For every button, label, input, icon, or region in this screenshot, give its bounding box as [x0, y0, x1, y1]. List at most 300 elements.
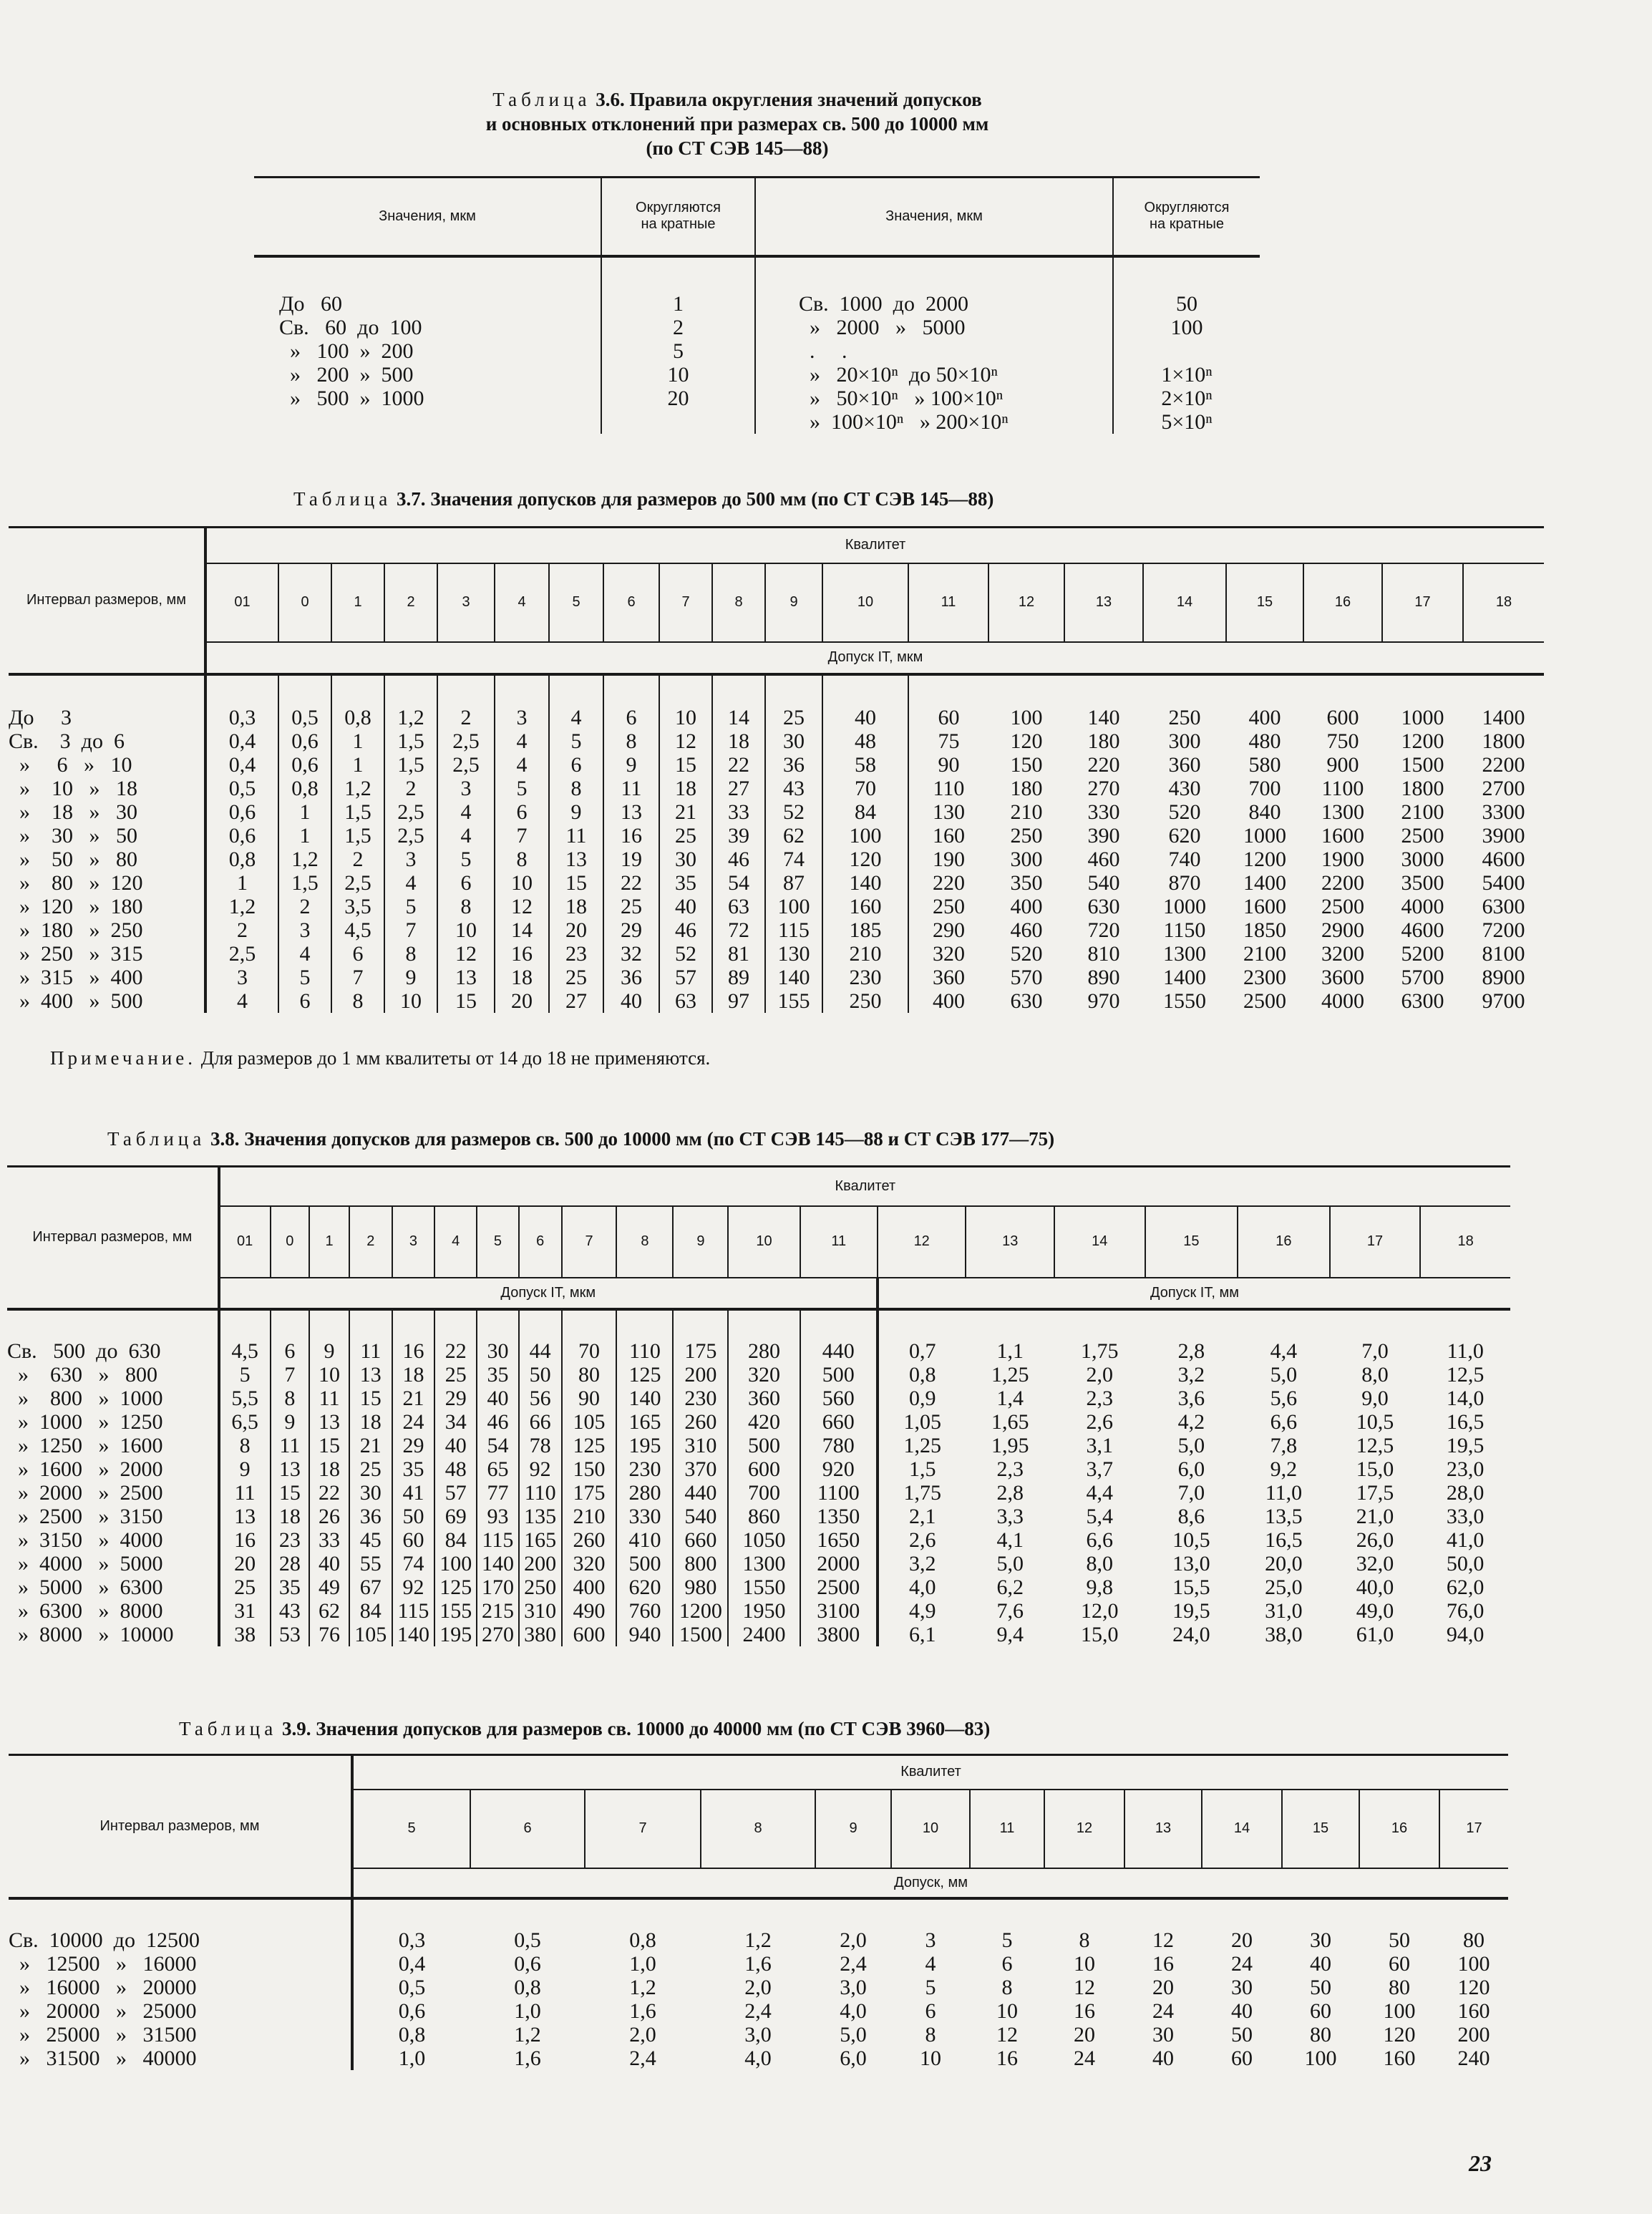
- table-row: [9, 966, 1544, 989]
- table-number: 3.7.: [396, 488, 426, 510]
- header-round-right: Округляются на кратные: [1113, 178, 1260, 256]
- value-cell: 50: [1389, 1928, 1410, 1952]
- value-cell: 7,0: [1361, 1339, 1389, 1363]
- table-3-6: [254, 176, 1260, 434]
- value-cell: 23: [271, 1528, 310, 1552]
- value-cell: 570: [1010, 965, 1043, 989]
- values-right-column: [755, 256, 1113, 434]
- value-cell: 0,6: [205, 824, 278, 848]
- grade-01: 01: [205, 563, 278, 642]
- table-cell: » 100 » 200: [279, 339, 414, 363]
- interval-label: » 3150 » 4000: [7, 1528, 219, 1552]
- value-cell: 1300: [1163, 941, 1206, 966]
- value-cell: 580: [1248, 752, 1281, 777]
- value-cell: 8: [437, 895, 495, 918]
- table-cell: [1114, 339, 1260, 363]
- value-cell: 870: [1168, 870, 1201, 895]
- value-cell: 220: [933, 870, 965, 895]
- value-cell: 84: [349, 1599, 392, 1623]
- value-cell: 1,2: [629, 1975, 656, 1999]
- value-cell: 0,8: [398, 2022, 426, 2047]
- interval-label: » 12500 » 16000: [9, 1952, 352, 1976]
- value-cell: 29: [434, 1387, 477, 1410]
- value-cell: 1200: [1243, 847, 1286, 871]
- value-cell: 84: [434, 1528, 477, 1552]
- value-cell: 40: [1310, 1951, 1331, 1976]
- table-row: [9, 674, 1544, 729]
- value-cell: 16: [996, 2046, 1018, 2070]
- header-round-left: Округляются на кратные: [601, 178, 755, 256]
- value-cell: 12,0: [1081, 1598, 1119, 1623]
- value-cell: 110: [519, 1481, 562, 1505]
- value-cell: 24: [1074, 2046, 1095, 2070]
- value-cell: 660: [800, 1410, 878, 1434]
- value-cell: 4: [384, 871, 437, 895]
- value-cell: 25: [434, 1363, 477, 1387]
- grade-3: 3: [437, 563, 495, 642]
- value-cell: 480: [1248, 729, 1281, 753]
- value-cell: 1,25: [903, 1433, 941, 1457]
- value-cell: 810: [1087, 941, 1120, 966]
- value-cell: 2: [205, 918, 278, 942]
- value-cell: 43: [271, 1599, 310, 1623]
- grade-0: 0: [271, 1206, 310, 1278]
- value-cell: 270: [1087, 776, 1120, 800]
- value-cell: 220: [1087, 752, 1120, 777]
- table-row: [9, 729, 1544, 753]
- table-title-line3: (по СТ СЭВ 145—88): [646, 137, 829, 159]
- value-cell: 620: [1168, 823, 1201, 848]
- grade-11: 11: [800, 1206, 878, 1278]
- value-cell: 3000: [1401, 847, 1444, 871]
- value-cell: 7200: [1482, 918, 1525, 942]
- value-cell: 4,4: [1270, 1339, 1298, 1363]
- value-cell: 41,0: [1446, 1528, 1485, 1552]
- value-cell: 2000: [800, 1552, 878, 1575]
- value-cell: 1300: [728, 1552, 800, 1575]
- value-cell: 55: [349, 1552, 392, 1575]
- interval-label: » 5000 » 6300: [7, 1575, 219, 1599]
- value-cell: 16: [603, 824, 659, 848]
- value-cell: 2500: [1243, 989, 1286, 1013]
- value-cell: 1,5: [384, 729, 437, 753]
- value-cell: 8,6: [1177, 1504, 1205, 1528]
- value-cell: 6,6: [1086, 1528, 1113, 1552]
- value-cell: 5,0: [1177, 1433, 1205, 1457]
- value-cell: 31,0: [1265, 1598, 1303, 1623]
- value-cell: 780: [800, 1434, 878, 1457]
- value-cell: 2,5: [384, 800, 437, 824]
- value-cell: 16: [495, 942, 549, 966]
- header-kvalitet: Квалитет: [205, 528, 1544, 563]
- grade-18: 18: [1463, 563, 1544, 642]
- value-cell: 1,5: [278, 871, 331, 895]
- value-cell: 97: [712, 989, 765, 1013]
- value-cell: 8: [925, 2022, 936, 2047]
- value-cell: 1: [278, 800, 331, 824]
- value-cell: 22: [309, 1481, 349, 1505]
- value-cell: 5200: [1401, 941, 1444, 966]
- value-cell: 84: [822, 800, 908, 824]
- value-cell: 1050: [728, 1528, 800, 1552]
- value-cell: 56: [519, 1387, 562, 1410]
- value-cell: 40: [309, 1552, 349, 1575]
- value-cell: 10: [920, 2046, 941, 2070]
- value-cell: 93: [477, 1505, 519, 1528]
- value-cell: 29: [392, 1434, 435, 1457]
- header-interval: Интервал размеров, мм: [7, 1167, 219, 1309]
- value-cell: 25: [219, 1575, 271, 1599]
- value-cell: 840: [1248, 800, 1281, 824]
- value-cell: 4000: [1401, 894, 1444, 918]
- grade-16: 16: [1359, 1790, 1439, 1868]
- table-3-8-caption: [107, 1127, 1539, 1151]
- value-cell: 150: [1010, 752, 1043, 777]
- table-row: [9, 777, 1544, 800]
- value-cell: 115: [765, 918, 822, 942]
- value-cell: 460: [1087, 847, 1120, 871]
- value-cell: 6,0: [1177, 1457, 1205, 1481]
- table-3-6-caption: [236, 87, 1238, 160]
- value-cell: 54: [712, 871, 765, 895]
- value-cell: 8: [603, 729, 659, 753]
- value-cell: 1950: [728, 1599, 800, 1623]
- value-cell: 30: [659, 848, 712, 871]
- grade-12: 12: [1044, 1790, 1124, 1868]
- header-tolerance: Допуск, мм: [352, 1868, 1508, 1898]
- value-cell: 4,0: [908, 1575, 936, 1599]
- value-cell: 15: [271, 1481, 310, 1505]
- value-cell: 1,2: [514, 2022, 541, 2047]
- value-cell: 110: [616, 1309, 673, 1363]
- value-cell: 8: [384, 942, 437, 966]
- value-cell: 92: [519, 1457, 562, 1481]
- value-cell: 140: [1087, 705, 1120, 729]
- value-cell: 100: [1383, 1999, 1416, 2023]
- interval-label: » 250 » 315: [9, 942, 205, 966]
- grade-3: 3: [392, 1206, 435, 1278]
- value-cell: 2,8: [1177, 1339, 1205, 1363]
- value-cell: 5: [925, 1975, 936, 1999]
- interval-label: » 2500 » 3150: [7, 1505, 219, 1528]
- value-cell: 11: [309, 1387, 349, 1410]
- value-cell: 74: [765, 848, 822, 871]
- value-cell: 330: [616, 1505, 673, 1528]
- value-cell: 15: [549, 871, 603, 895]
- table-row: [9, 2023, 1508, 2047]
- value-cell: 50: [519, 1363, 562, 1387]
- value-cell: 62: [765, 824, 822, 848]
- value-cell: 9,4: [996, 1622, 1024, 1646]
- value-cell: 9,2: [1270, 1457, 1298, 1481]
- value-cell: 2500: [800, 1575, 878, 1599]
- table-cell: 2: [673, 315, 684, 339]
- value-cell: 320: [562, 1552, 617, 1575]
- value-cell: 14: [495, 918, 549, 942]
- value-cell: 70: [562, 1309, 617, 1363]
- value-cell: 11,0: [1447, 1339, 1484, 1363]
- value-cell: 66: [519, 1410, 562, 1434]
- value-cell: 90: [938, 752, 960, 777]
- value-cell: 25: [765, 674, 822, 729]
- value-cell: 24,0: [1172, 1622, 1210, 1646]
- header-kvalitet: Квалитет: [219, 1167, 1510, 1206]
- table-cell: 5: [673, 339, 684, 363]
- value-cell: 6300: [1401, 989, 1444, 1013]
- value-cell: 4000: [1321, 989, 1364, 1013]
- value-cell: 1,4: [996, 1386, 1024, 1410]
- value-cell: 1500: [1401, 752, 1444, 777]
- value-cell: 290: [933, 918, 965, 942]
- interval-label: » 20000 » 25000: [9, 1999, 352, 2023]
- value-cell: 50,0: [1446, 1551, 1485, 1575]
- value-cell: 155: [434, 1599, 477, 1623]
- value-cell: 5,6: [1270, 1386, 1298, 1410]
- value-cell: 1,0: [514, 1999, 541, 2023]
- value-cell: 400: [933, 989, 965, 1013]
- value-cell: 10: [495, 871, 549, 895]
- value-cell: 16,5: [1265, 1528, 1303, 1552]
- table-title: Значения допусков для размеров св. 10000 до 40000 мм (по СТ СЭВ 3960—83): [316, 1718, 991, 1739]
- value-cell: 890: [1087, 965, 1120, 989]
- value-cell: 100: [822, 824, 908, 848]
- value-cell: 15: [659, 753, 712, 777]
- value-cell: 410: [616, 1528, 673, 1552]
- value-cell: 10: [659, 674, 712, 729]
- value-cell: 18: [712, 729, 765, 753]
- table-cell: » 50×10ⁿ » 100×10ⁿ: [799, 386, 1004, 410]
- value-cell: 3,2: [908, 1551, 936, 1575]
- grade-14: 14: [1054, 1206, 1145, 1278]
- value-cell: 30: [1310, 1928, 1331, 1952]
- grade-14: 14: [1143, 563, 1226, 642]
- value-cell: 5: [495, 777, 549, 800]
- value-cell: 20: [495, 989, 549, 1013]
- value-cell: 900: [1326, 752, 1359, 777]
- interval-label: » 120 » 180: [9, 895, 205, 918]
- value-cell: 3800: [800, 1623, 878, 1646]
- value-cell: 165: [519, 1528, 562, 1552]
- value-cell: 440: [673, 1481, 728, 1505]
- value-cell: 4: [437, 800, 495, 824]
- value-cell: 1600: [1321, 823, 1364, 848]
- value-cell: 360: [728, 1387, 800, 1410]
- value-cell: 23,0: [1446, 1457, 1485, 1481]
- value-cell: 1200: [673, 1599, 728, 1623]
- value-cell: 115: [477, 1528, 519, 1552]
- grade-17: 17: [1439, 1790, 1508, 1868]
- value-cell: 1400: [1482, 705, 1525, 729]
- note-label: Примечание.: [50, 1047, 197, 1069]
- value-cell: 19,5: [1446, 1433, 1485, 1457]
- value-cell: 2500: [1401, 823, 1444, 848]
- value-cell: 600: [728, 1457, 800, 1481]
- value-cell: 200: [519, 1552, 562, 1575]
- value-cell: 1: [331, 729, 384, 753]
- value-cell: 30: [477, 1309, 519, 1363]
- value-cell: 230: [616, 1457, 673, 1481]
- value-cell: 13: [437, 966, 495, 989]
- value-cell: 10: [309, 1363, 349, 1387]
- value-cell: 310: [673, 1434, 728, 1457]
- value-cell: 62,0: [1446, 1575, 1485, 1599]
- value-cell: 48: [434, 1457, 477, 1481]
- table-cell: 5×10ⁿ: [1161, 409, 1213, 434]
- value-cell: 100: [765, 895, 822, 918]
- table-row: [7, 1505, 1510, 1528]
- value-cell: 8: [549, 777, 603, 800]
- value-cell: 4,1: [996, 1528, 1024, 1552]
- grade-13: 13: [1064, 563, 1143, 642]
- value-cell: 1850: [1243, 918, 1286, 942]
- interval-label: » 6 » 10: [9, 753, 205, 777]
- table-number: 3.8.: [210, 1128, 240, 1150]
- value-cell: 3: [205, 966, 278, 989]
- value-cell: 35: [392, 1457, 435, 1481]
- value-cell: 250: [933, 894, 965, 918]
- value-cell: 3: [925, 1928, 936, 1952]
- value-cell: 540: [1087, 870, 1120, 895]
- value-cell: 0,8: [908, 1362, 936, 1387]
- value-cell: 46: [659, 918, 712, 942]
- value-cell: 5,4: [1086, 1504, 1113, 1528]
- table-row: [9, 753, 1544, 777]
- value-cell: 6,5: [219, 1410, 271, 1434]
- value-cell: 260: [562, 1528, 617, 1552]
- grade-1: 1: [331, 563, 384, 642]
- value-cell: 2: [278, 895, 331, 918]
- value-cell: 1200: [1401, 729, 1444, 753]
- value-cell: 4: [925, 1951, 936, 1976]
- table-row: [9, 1952, 1508, 1976]
- grade-16: 16: [1303, 563, 1382, 642]
- value-cell: 8: [271, 1387, 310, 1410]
- value-cell: 0,8: [278, 777, 331, 800]
- value-cell: 16,5: [1446, 1409, 1485, 1434]
- value-cell: 1,2: [384, 674, 437, 729]
- table-cell: 50: [1176, 291, 1197, 316]
- value-cell: 2200: [1321, 870, 1364, 895]
- value-cell: 1,6: [629, 1999, 656, 2023]
- value-cell: 11: [549, 824, 603, 848]
- value-cell: 40: [434, 1434, 477, 1457]
- value-cell: 0,6: [514, 1951, 541, 1976]
- value-cell: 7: [271, 1363, 310, 1387]
- value-cell: 63: [712, 895, 765, 918]
- value-cell: 87: [765, 871, 822, 895]
- table-cell: До 60: [279, 291, 342, 316]
- value-cell: 10: [996, 1999, 1018, 2023]
- interval-label: » 2000 » 2500: [7, 1481, 219, 1505]
- table-number: 3.6.: [596, 89, 625, 110]
- table-row: [9, 1976, 1508, 1999]
- value-cell: 6,2: [996, 1575, 1024, 1599]
- value-cell: 1,25: [991, 1362, 1029, 1387]
- value-cell: 165: [616, 1410, 673, 1434]
- value-cell: 1,05: [903, 1409, 941, 1434]
- value-cell: 3,0: [744, 2022, 772, 2047]
- value-cell: 57: [434, 1481, 477, 1505]
- grade-15: 15: [1226, 563, 1303, 642]
- value-cell: 3,0: [840, 1975, 867, 1999]
- table-row: [7, 1481, 1510, 1505]
- value-cell: 76,0: [1446, 1598, 1485, 1623]
- value-cell: 440: [800, 1309, 878, 1363]
- value-cell: 30: [1231, 1975, 1253, 1999]
- table-row: [7, 1410, 1510, 1434]
- value-cell: 16: [1152, 1951, 1174, 1976]
- value-cell: 250: [1010, 823, 1043, 848]
- value-cell: 20: [549, 918, 603, 942]
- value-cell: 52: [765, 800, 822, 824]
- value-cell: 125: [434, 1575, 477, 1599]
- value-cell: 30: [765, 729, 822, 753]
- value-cell: 18: [495, 966, 549, 989]
- page-number: 23: [1469, 2150, 1492, 2176]
- interval-label: Св. 3 до 6: [9, 729, 205, 753]
- table-title: Значения допусков для размеров св. 500 до 10000 мм (по СТ СЭВ 145—88 и СТ СЭВ 177—75): [244, 1128, 1055, 1150]
- value-cell: 6: [925, 1999, 936, 2023]
- value-cell: 700: [728, 1481, 800, 1505]
- value-cell: 3,3: [996, 1504, 1024, 1528]
- value-cell: 0,5: [398, 1975, 426, 1999]
- value-cell: 44: [519, 1309, 562, 1363]
- value-cell: 150: [562, 1457, 617, 1481]
- value-cell: 0,6: [278, 729, 331, 753]
- value-cell: 2500: [1321, 894, 1364, 918]
- interval-label: До 3: [9, 674, 205, 729]
- interval-label: » 1600 » 2000: [7, 1457, 219, 1481]
- value-cell: 11: [219, 1481, 271, 1505]
- table-row: [7, 1623, 1510, 1646]
- value-cell: 9: [219, 1457, 271, 1481]
- value-cell: 2,4: [629, 2046, 656, 2070]
- value-cell: 2,0: [744, 1975, 772, 1999]
- value-cell: 5,0: [996, 1551, 1024, 1575]
- value-cell: 1,0: [629, 1951, 656, 1976]
- value-cell: 16: [1074, 1999, 1095, 2023]
- value-cell: 26,0: [1356, 1528, 1394, 1552]
- value-cell: 200: [673, 1363, 728, 1387]
- value-cell: 180: [1010, 776, 1043, 800]
- value-cell: 80: [1310, 2022, 1331, 2047]
- value-cell: 6,6: [1270, 1409, 1298, 1434]
- value-cell: 24: [392, 1410, 435, 1434]
- value-cell: 7: [495, 824, 549, 848]
- value-cell: 12: [1074, 1975, 1095, 1999]
- interval-label: » 25000 » 31500: [9, 2023, 352, 2047]
- value-cell: 20: [219, 1552, 271, 1575]
- value-cell: 21: [349, 1434, 392, 1457]
- value-cell: 8: [495, 848, 549, 871]
- value-cell: 1,5: [384, 753, 437, 777]
- value-cell: 45: [349, 1528, 392, 1552]
- value-cell: 38: [219, 1623, 271, 1646]
- value-cell: 60: [1231, 2046, 1253, 2070]
- value-cell: 2100: [1243, 941, 1286, 966]
- value-cell: 1,6: [744, 1951, 772, 1976]
- value-cell: 3: [278, 918, 331, 942]
- grade-4: 4: [434, 1206, 477, 1278]
- value-cell: 0,6: [398, 1999, 426, 2023]
- table-row: [9, 1999, 1508, 2023]
- value-cell: 20: [1074, 2022, 1095, 2047]
- value-cell: 2,4: [840, 1951, 867, 1976]
- value-cell: 10: [384, 989, 437, 1013]
- value-cell: 740: [1168, 847, 1201, 871]
- value-cell: 36: [349, 1505, 392, 1528]
- value-cell: 860: [728, 1505, 800, 1528]
